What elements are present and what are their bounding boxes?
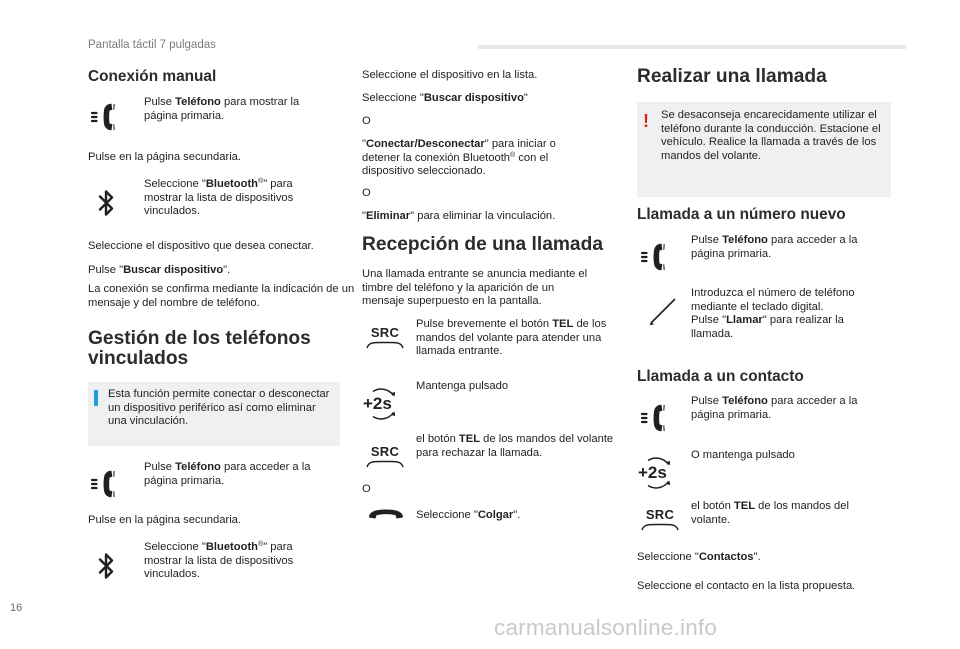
src-label: SRC <box>370 444 400 459</box>
src-button-icon <box>365 326 405 350</box>
hang-up-icon <box>366 507 406 521</box>
src-label: SRC <box>645 507 675 522</box>
running-header: Pantalla táctil 7 pulgadas <box>88 39 216 51</box>
or-text: O <box>362 187 371 199</box>
instruction-select-device: Seleccione el dispositivo que desea conectar. <box>88 240 314 252</box>
src-label: SRC <box>370 325 400 340</box>
recepcion-intro: Una llamada entrante se anuncia mediante el timbre del teléfono y la aparición de un mensaje superpuesto en la pantalla. <box>362 268 588 308</box>
or-text: O <box>362 483 371 495</box>
recepcion-step-4: Seleccione "Colgar". <box>416 509 521 521</box>
info-box <box>88 382 340 446</box>
instruction-press-telefono: Pulse Teléfono para acceder a la página primaria. <box>691 234 858 260</box>
instruction-press-telefono: Pulse Teléfono para mostrar la página primaria. <box>144 96 300 122</box>
src-arc <box>365 459 405 469</box>
src-arc <box>365 340 405 350</box>
instruction-select-contactos: Seleccione "Contactos". <box>637 551 761 563</box>
contacto-hold: O mantenga pulsado <box>691 449 795 461</box>
phone-icon <box>640 242 670 272</box>
phone-icon <box>640 403 670 433</box>
hold-2s-icon <box>637 456 677 490</box>
src-arc <box>640 522 680 532</box>
src-button-icon <box>640 508 680 532</box>
bluetooth-icon <box>96 551 116 581</box>
header-rule <box>478 45 906 49</box>
warning-box <box>637 102 891 197</box>
watermark: carmanualsonline.info <box>494 615 718 640</box>
section-title-contacto: Llamada a un contacto <box>637 368 804 385</box>
or-text: O <box>362 115 371 127</box>
recepcion-step-2: Mantenga pulsado <box>416 380 509 392</box>
recepcion-step-1: Pulse brevemente el botón TEL de los mandos del volante para atender una llamada entrante. <box>416 318 607 358</box>
hold-2s-icon <box>362 387 402 421</box>
dial-icon <box>648 296 678 326</box>
instruction-conectar: "Conectar/Desconectar" para iniciar o detener la conexión Bluetooth® con el dispositivo seleccionado. <box>362 138 556 178</box>
instruction-select-bluetooth: Seleccione "Bluetooth®" para mostrar la lista de dispositivos vinculados. <box>144 541 294 581</box>
instruction-secondary-page: Pulse en la página secundaria. <box>88 514 242 526</box>
instruction-select-contact: Seleccione el contacto en la lista propuesta. <box>637 580 856 592</box>
instruction-enter-number: Introduzca el número de teléfono mediante el teclado digital. <box>691 287 855 313</box>
phone-icon <box>90 469 120 499</box>
instruction-select-bluetooth: Seleccione "Bluetooth®" para mostrar la lista de dispositivos vinculados. <box>144 178 294 218</box>
warning-icon: ! <box>643 111 649 131</box>
hold-2s-label: +2s <box>638 463 667 482</box>
instruction-secondary-page: Pulse en la página secundaria. <box>88 151 242 163</box>
instruction-select-buscar: Seleccione "Buscar dispositivo" <box>362 92 528 104</box>
hold-2s-label: +2s <box>363 394 392 413</box>
instruction-select-in-list: Seleccione el dispositivo en la lista. <box>362 69 538 81</box>
info-text: Esta función permite conectar o desconectar un dispositivo periférico así como eliminar una vinculación. <box>108 388 330 428</box>
recepcion-step-3: el botón TEL de los mandos del volante para rechazar la llamada. <box>416 433 614 459</box>
section-title-conexion-manual: Conexión manual <box>88 68 217 85</box>
page-number: 16 <box>10 602 23 614</box>
contacto-tel: el botón TEL de los mandos del volante. <box>691 500 849 526</box>
instruction-eliminar: "Eliminar" para eliminar la vinculación. <box>362 210 556 222</box>
instruction-confirm: La conexión se confirma mediante la indicación de un mensaje y del nombre de teléfono. <box>88 283 355 309</box>
section-title-recepcion: Recepción de una llamada <box>362 234 603 255</box>
instruction-dial-number <box>691 287 881 341</box>
instruction-press-llamar: Pulse "Llamar" para realizar la llamada. <box>691 314 844 340</box>
phone-icon <box>90 102 120 132</box>
info-icon <box>94 390 98 406</box>
instruction-press-telefono: Pulse Teléfono para acceder a la página primaria. <box>144 461 311 487</box>
instruction-press-buscar: Pulse "Buscar dispositivo". <box>88 264 231 276</box>
bluetooth-icon <box>96 188 116 218</box>
section-title-realizar: Realizar una llamada <box>637 66 827 87</box>
src-button-icon <box>365 445 405 469</box>
warning-text: Se desaconseja encarecidamente utilizar el teléfono durante la conducción. Estacione el vehículo. Realice la llamada a través de los mandos del volante. <box>661 109 881 162</box>
instruction-press-telefono: Pulse Teléfono para acceder a la página primaria. <box>691 395 858 421</box>
section-title-numero: Llamada a un número nuevo <box>637 206 846 223</box>
section-title-gestion: Gestión de los teléfonos vinculados <box>88 328 311 369</box>
